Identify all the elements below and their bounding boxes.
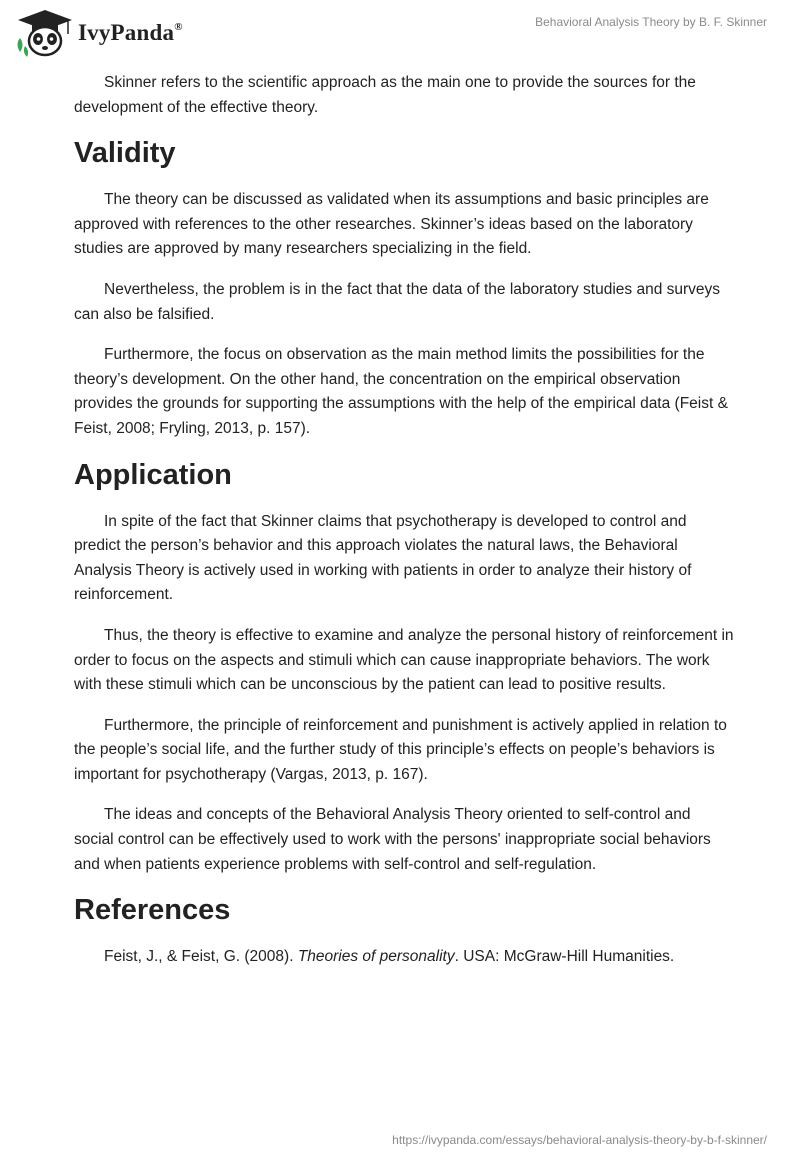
- application-paragraph-2: Thus, the theory is effective to examine and analyze the personal history of reinforcement in order to focus on the aspects and stimuli which can cause inappropriate behaviors. The work with these stimuli which can be unconscious by the patient can lead to positive results.: [74, 626, 734, 694]
- application-paragraph-4: The ideas and concepts of the Behavioral Analysis Theory oriented to self-control and social control can be effectively used to work with the persons' inappropriate social behaviors and when patients experience problems with self-control and self-regulation.: [74, 806, 711, 873]
- application-paragraph-3: Furthermore, the principle of reinforcement and punishment is actively applied in relation to the people’s social life, and the further study of this principle’s effects on people’s behaviors is important for psychotherapy (Vargas, 2013, p. 167).: [74, 716, 727, 783]
- validity-paragraph-1: The theory can be discussed as validated when its assumptions and basic principles are approved with references to the other researches. Skinner’s ideas based on the laboratory studies are approved by many researchers specializing in the field.: [74, 191, 709, 258]
- references-heading: References: [74, 894, 231, 927]
- document-title: Behavioral Analysis Theory by B. F. Skinner: [535, 15, 767, 29]
- brand-name[interactable]: [78, 20, 183, 46]
- registered-mark: ®: [174, 21, 183, 33]
- reference-authors: Feist, J., & Feist, G. (2008).: [104, 948, 298, 966]
- application-paragraph-1: In spite of the fact that Skinner claims that psychotherapy is developed to control and predict the person’s behavior and this approach violates the natural laws, the Behavioral Analysis Theory is actively used in working with patients in order to analyze their history of reinforcement.: [74, 512, 692, 604]
- reference-publisher: . USA: McGraw-Hill Humanities.: [454, 948, 675, 966]
- essay-body: [74, 71, 734, 986]
- intro-paragraph: Skinner refers to the scientific approach as the main one to provide the sources for the development of the effective theory.: [74, 74, 696, 116]
- validity-paragraph-3: Furthermore, the focus on observation as the main method limits the possibilities for the theory’s development. On the other hand, the concentration on the empirical observation provides the grounds for supporting the assumptions with the help of the empirical data (Feist & Feist, 2008; Fryling, 2013, p. 157).: [74, 346, 728, 437]
- reference-item: [74, 945, 734, 970]
- reference-title: Theories of personality: [297, 948, 455, 966]
- ivypanda-logo-icon[interactable]: [14, 8, 76, 58]
- source-url[interactable]: https://ivypanda.com/essays/behavioral-analysis-theory-by-b-f-skinner/: [392, 1133, 767, 1147]
- page-header: [0, 0, 800, 64]
- brand-text: IvyPanda: [78, 20, 175, 45]
- validity-paragraph-2: Nevertheless, the problem is in the fact that the data of the laboratory studies and surveys can also be falsified.: [74, 280, 721, 323]
- application-heading: Application: [74, 458, 232, 491]
- validity-heading: Validity: [74, 137, 176, 170]
